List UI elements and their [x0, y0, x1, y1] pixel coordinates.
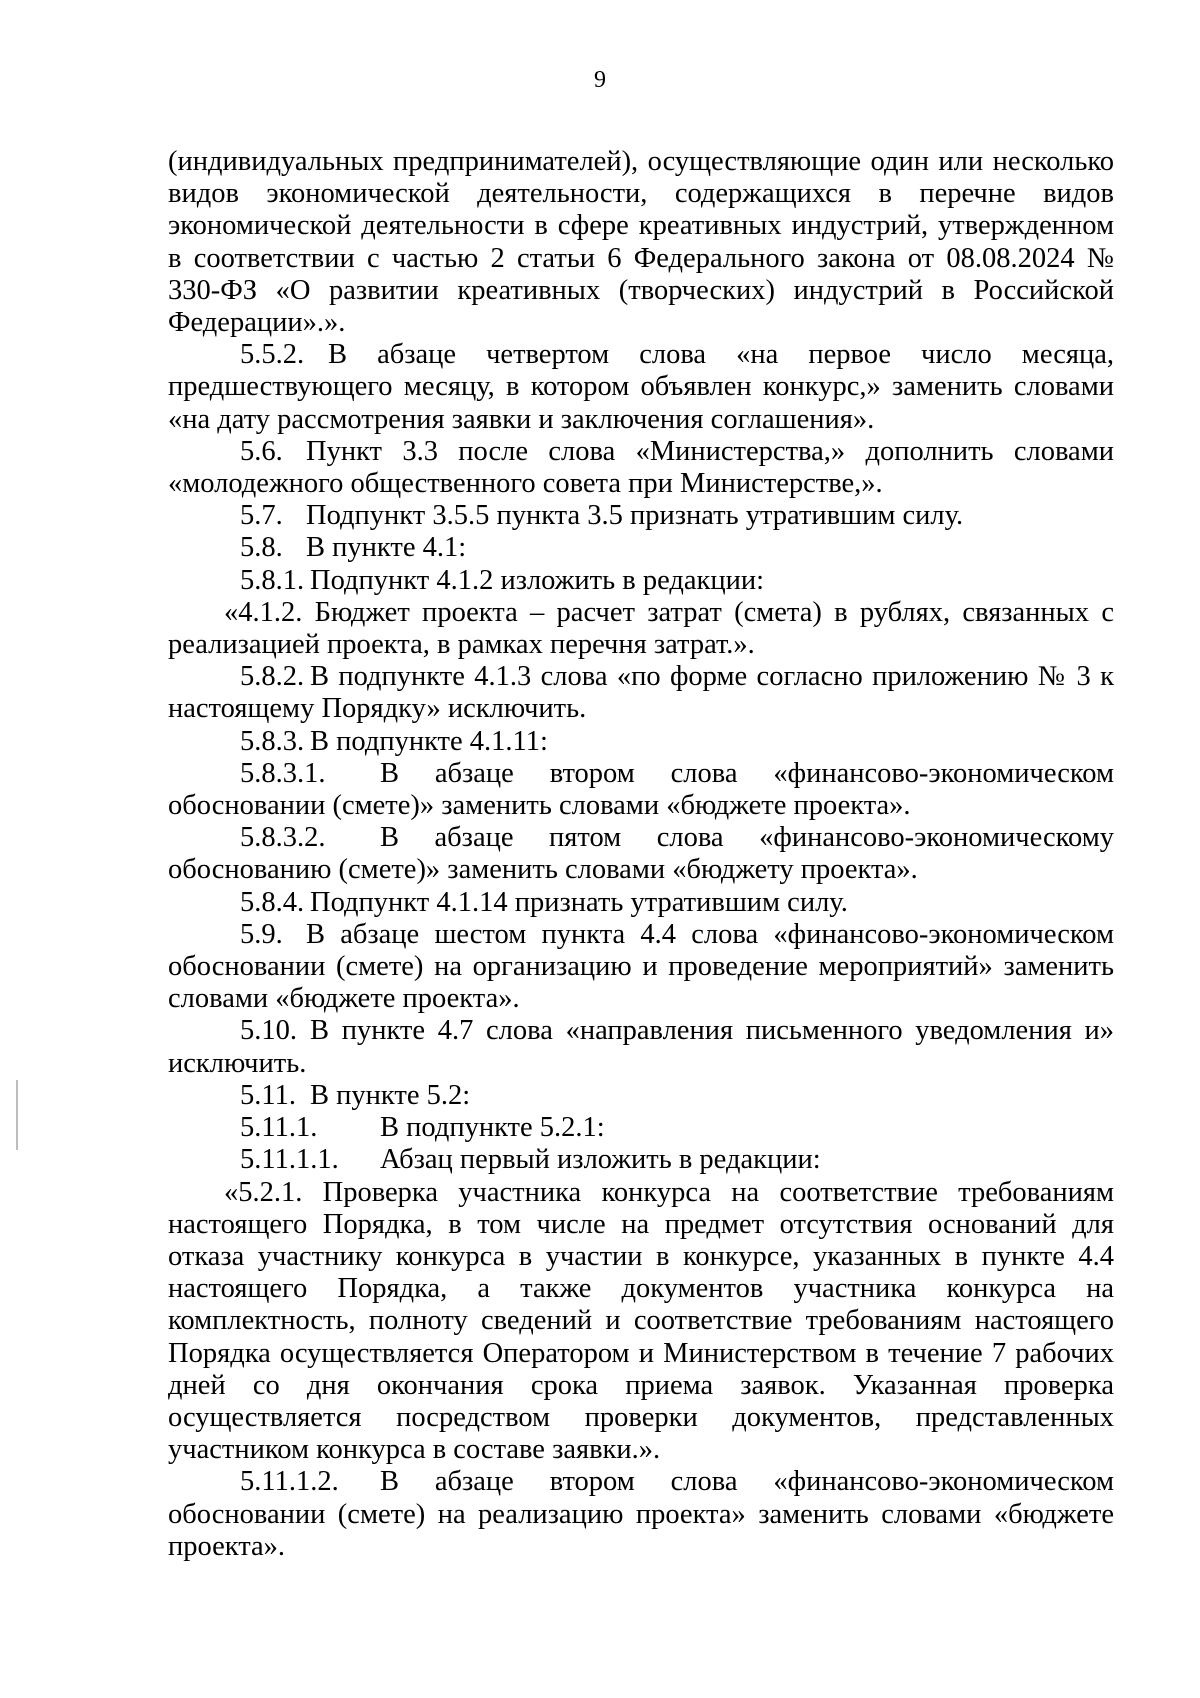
paragraph-text: В подпункте 4.1.3 слова «по форме согласно приложению № 3 к настоящему Порядку» исключить.: [168, 661, 1114, 725]
paragraph-5-8: [168, 532, 1114, 564]
paragraph-text: «5.2.1. Проверка участника конкурса на соответствие требованиям настоящего Порядка, в том числе на предмет отсутствия оснований для отказа участнику конкурса в участии в конкурсе, указанных в пункте 4.4 настоящего Порядка, а также документов участника конкурса на комплектность, полноту сведений и соответствие требованиям настоящего Порядка осуществляется Оператором и Министерством в течение 7 рабочих дней со дня окончания срока приема заявок. Указанная проверка осуществляется посредством проверки документов, представленных участником конкурса в составе заявки.».: [168, 1176, 1114, 1466]
paragraph-number: 5.10.: [240, 1015, 297, 1047]
paragraph-5-5-2: [168, 339, 1114, 436]
scan-margin-mark: [16, 1080, 18, 1150]
paragraph-text: В абзаце втором слова «финансово-экономическом обосновании (смете)» заменить словами «бюджете проекта».: [168, 757, 1114, 822]
paragraph-text: В подпункте 5.2.1:: [380, 1112, 605, 1144]
paragraph-number: 5.8.2.: [240, 661, 305, 693]
paragraph-5-8-2: [168, 661, 1114, 725]
paragraph-text: (индивидуальных предпринимателей), осуществляющие один или несколько видов экономической деятельности, содержащихся в перечне видов экономической деятельности в сфере креативных индустрий, утвержденном в соответствии с частью 2 статьи 6 Федерального закона от 08.08.2024 № 330-ФЗ «О развитии креативных (творческих) индустрий в Российской Федерации».».: [168, 146, 1114, 339]
document-body: [168, 146, 1114, 1563]
paragraph-number: 5.8.3.1.: [240, 757, 326, 789]
paragraph-number: 5.8.: [240, 532, 283, 564]
paragraph-5-7: [168, 500, 1114, 532]
paragraph-quote-4-1-2: [168, 597, 1114, 661]
paragraph-text: В пункте 4.7 слова «направления письменного уведомления и» исключить.: [168, 1015, 1114, 1079]
paragraph-quote-5-2-1: [168, 1177, 1114, 1467]
paragraph-number: 5.11.1.2.: [240, 1466, 339, 1498]
page-number: 9: [594, 67, 606, 93]
paragraph-5-11-1: [168, 1112, 1114, 1144]
paragraph-text: Подпункт 3.5.5 пункта 3.5 признать утратившим силу.: [306, 500, 964, 532]
paragraph-5-11-1-1: [168, 1144, 1114, 1176]
paragraph-text: В абзаце четвертом слова «на первое число месяца, предшествующего месяцу, в котором объявлен конкурс,» заменить словами «на дату рассмотрения заявки и заключения соглашения».: [168, 339, 1114, 435]
paragraph-5-11: [168, 1080, 1114, 1112]
paragraph-5-8-4: [168, 887, 1114, 919]
paragraph-text: Пункт 3.3 после слова «Министерства,» дополнить словами «молодежного общественного совета при Министерстве,».: [168, 435, 1114, 500]
paragraph-number: 5.11.: [240, 1079, 296, 1111]
paragraph-5-8-3-1: [168, 758, 1114, 822]
paragraph-5-10: [168, 1015, 1114, 1079]
paragraph-text: В пункте 4.1:: [306, 532, 467, 564]
paragraph-number: 5.8.3.2.: [240, 822, 326, 854]
paragraph-5-11-1-2: [168, 1466, 1114, 1563]
paragraph-text: «4.1.2. Бюджет проекта – расчет затрат (смета) в рублях, связанных с реализацией проекта, в рамках перечня затрат.».: [168, 596, 1114, 661]
paragraph-number: 5.8.3.: [240, 725, 305, 757]
paragraph-number: 5.9.: [240, 918, 283, 950]
paragraph-5-8-1: [168, 565, 1114, 597]
paragraph-text: В абзаце втором слова «финансово-экономическом обосновании (смете) на реализацию проекта» заменить словами «бюджете проекта».: [168, 1466, 1114, 1562]
paragraph-5-8-3-2: [168, 822, 1114, 886]
paragraph-number: 5.7.: [240, 500, 283, 532]
paragraph-text: Подпункт 4.1.2 изложить в редакции:: [310, 564, 765, 596]
paragraph-text: Абзац первый изложить в редакции:: [380, 1144, 821, 1176]
paragraph-text: В пункте 5.2:: [310, 1079, 471, 1111]
paragraph-5-9: [168, 919, 1114, 1016]
paragraph-number: 5.6.: [240, 435, 283, 467]
paragraph-number: 5.5.2.: [240, 339, 305, 371]
paragraph-text: Подпункт 4.1.14 признать утратившим силу.: [310, 886, 848, 918]
paragraph-number: 5.8.1.: [240, 564, 305, 596]
paragraph-text: В абзаце пятом слова «финансово-экономическому обоснованию (смете)» заменить словами «бюджету проекта».: [168, 822, 1114, 886]
paragraph-text: В подпункте 4.1.11:: [310, 725, 548, 757]
paragraph-number: 5.11.1.1.: [240, 1144, 339, 1176]
paragraph-number: 5.11.1.: [240, 1112, 318, 1144]
paragraph-text: В абзаце шестом пункта 4.4 слова «финансово-экономическом обосновании (смете) на организацию и проведение мероприятий» заменить словами «бюджете проекта».: [168, 918, 1114, 1015]
paragraph-5-6: [168, 436, 1114, 500]
paragraph-5-8-3: [168, 726, 1114, 758]
paragraph-continuation: [168, 146, 1114, 339]
paragraph-number: 5.8.4.: [240, 886, 305, 918]
